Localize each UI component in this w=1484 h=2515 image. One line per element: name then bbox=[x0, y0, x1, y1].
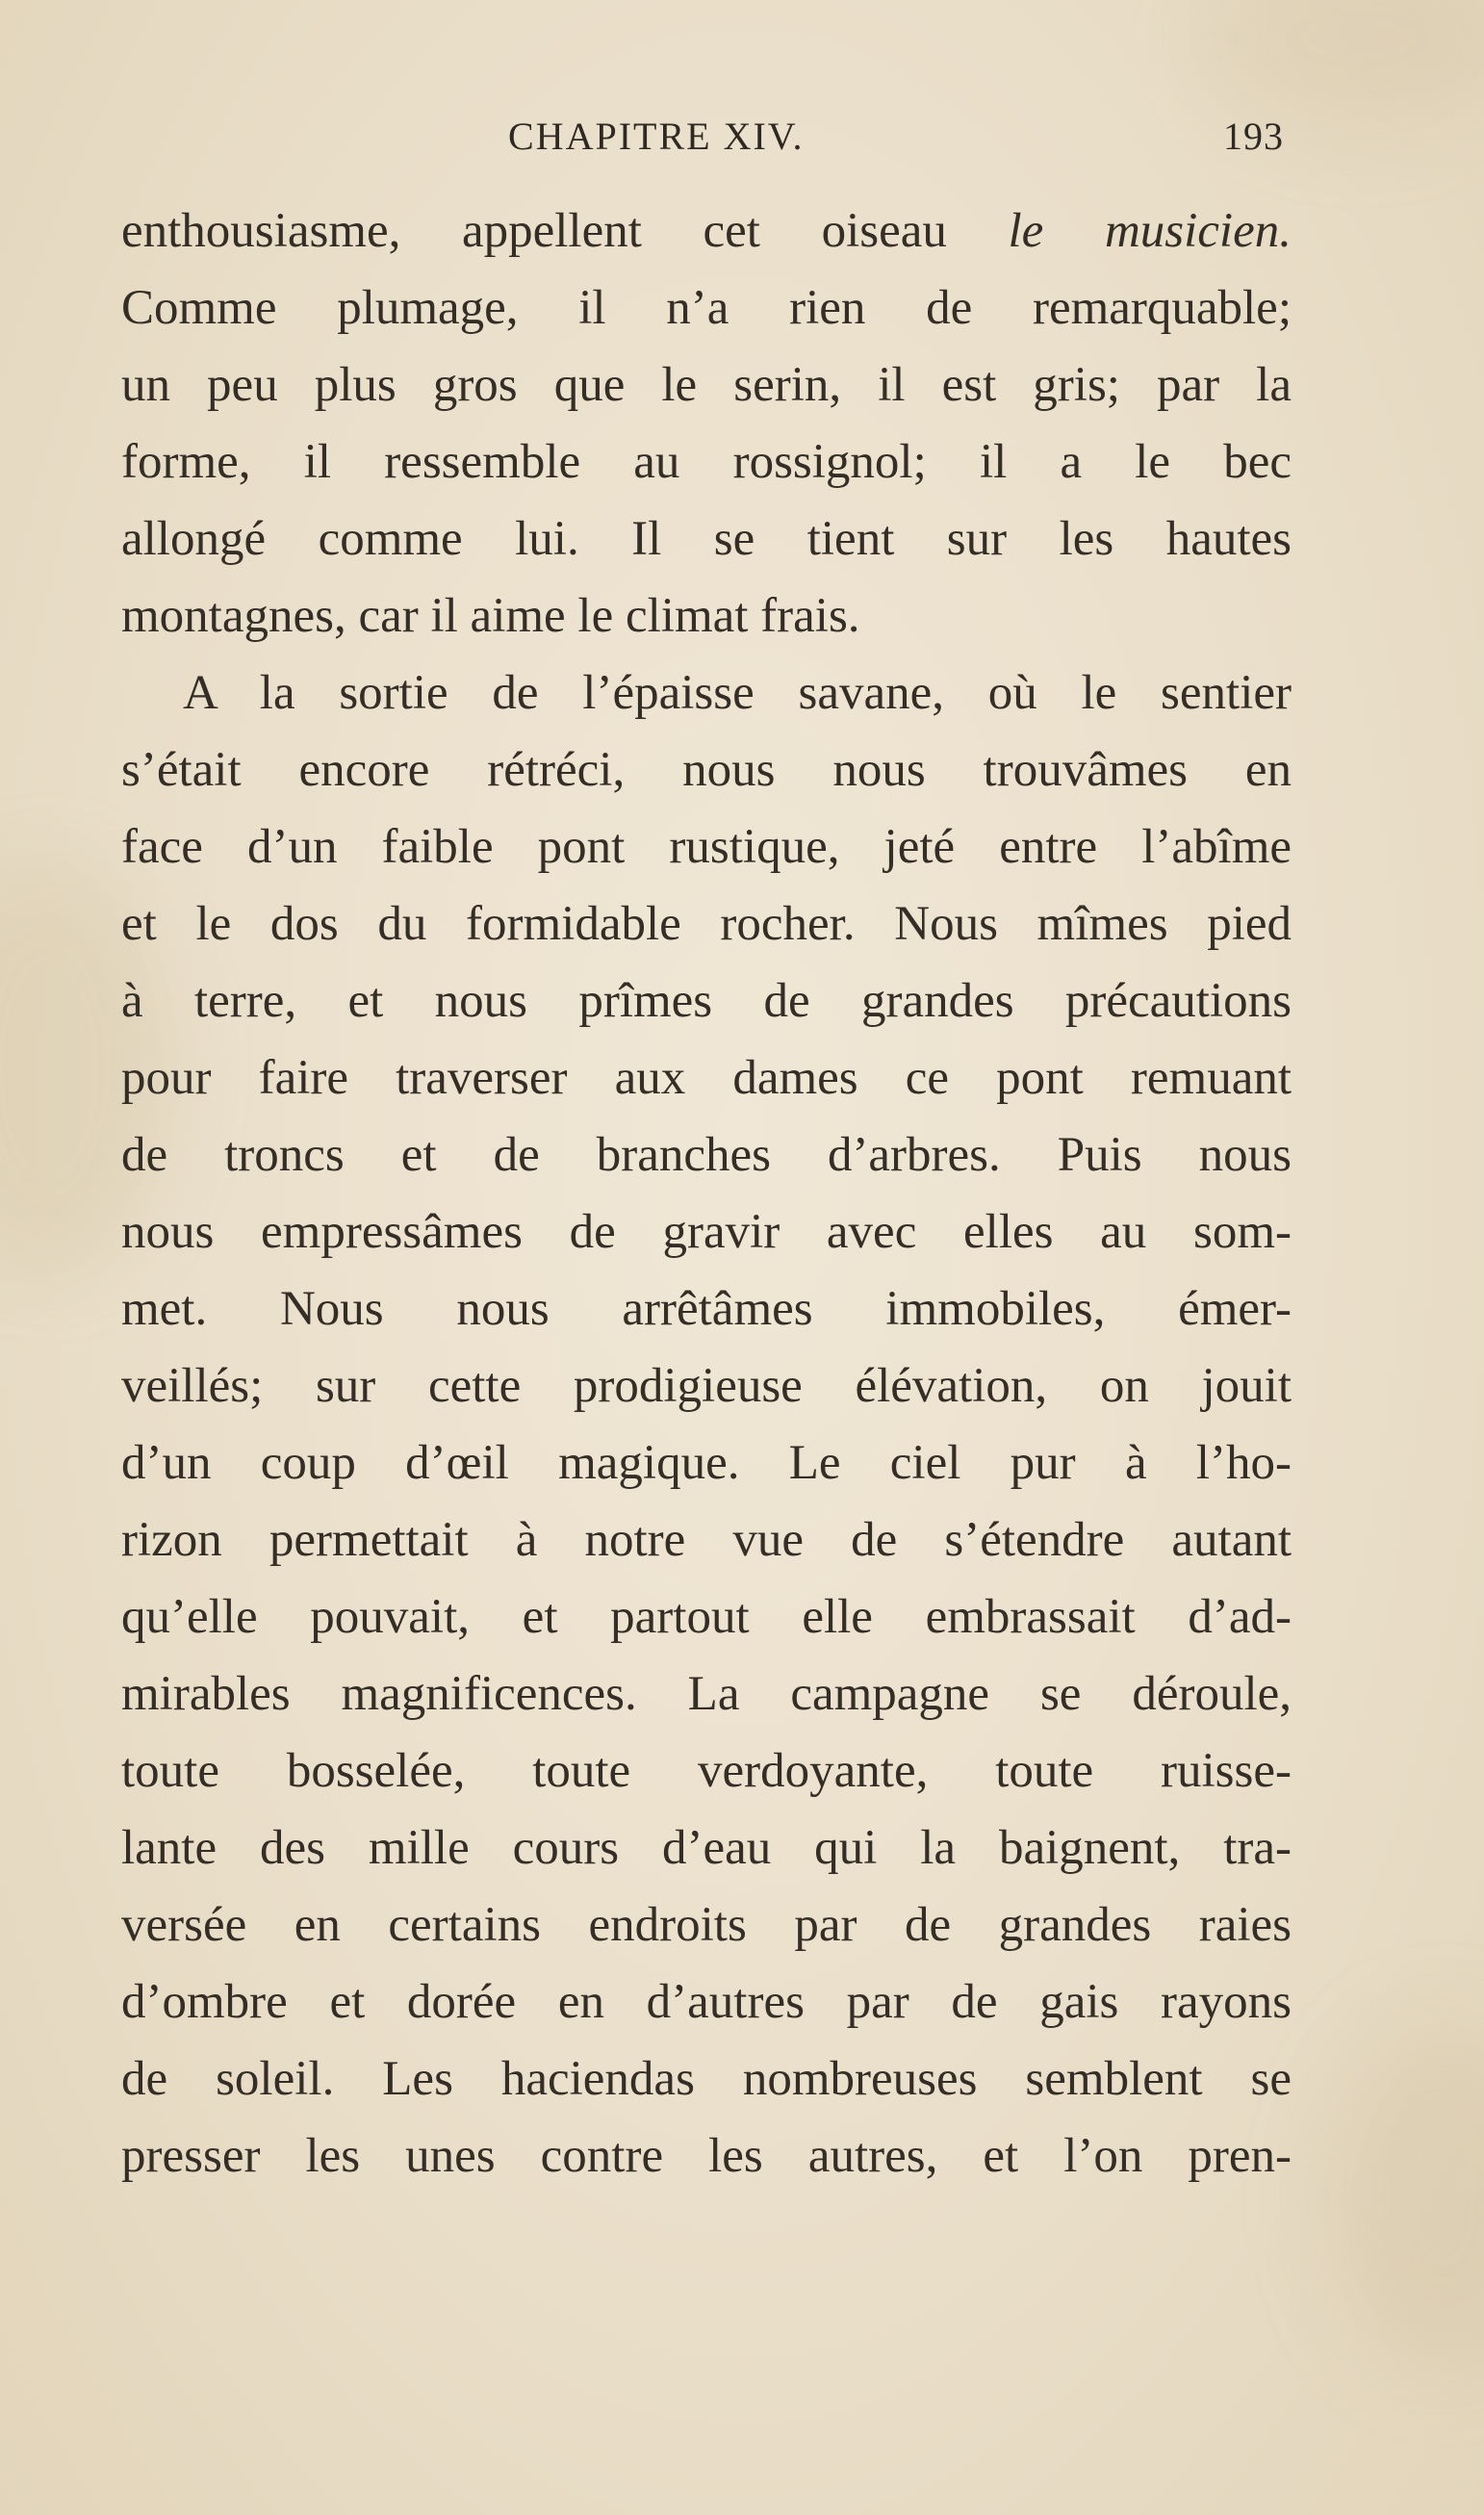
text-line: presser les unes contre les autres, et l’on pren- bbox=[121, 2129, 1292, 2183]
text-line: s’était encore rétréci, nous nous trouvâmes en bbox=[121, 743, 1292, 797]
text-line: allongé comme lui. Il se tient sur les hautes bbox=[121, 512, 1292, 566]
text-line: versée en certains endroits par de grandes raies bbox=[121, 1898, 1292, 1952]
text-line: toute bosselée, toute verdoyante, toute ruisse- bbox=[121, 1744, 1292, 1798]
paragraph-start-line: A la sortie de l’épaisse savane, où le sentier bbox=[183, 666, 1292, 720]
text-line: de troncs et de branches d’arbres. Puis nous bbox=[121, 1128, 1292, 1182]
page-number: 193 bbox=[1223, 115, 1284, 158]
text-line-content: enthousiasme, appellent cet oiseau bbox=[121, 204, 947, 258]
text-line: veillés; sur cette prodigieuse élévation, on jouit bbox=[121, 1359, 1292, 1413]
text-line: lante des mille cours d’eau qui la baignent, tra- bbox=[121, 1821, 1292, 1875]
text-line: d’un coup d’œil magique. Le ciel pur à l’ho- bbox=[121, 1436, 1292, 1490]
text-line: d’ombre et dorée en d’autres par de gais rayons bbox=[121, 1975, 1292, 2029]
text-line: et le dos du formidable rocher. Nous mîmes pied bbox=[121, 897, 1292, 951]
text-line: mirables magnificences. La campagne se déroule, bbox=[121, 1667, 1292, 1721]
text-line: forme, il ressemble au rossignol; il a le bec bbox=[121, 435, 1292, 489]
text-line: nous empressâmes de gravir avec elles au som- bbox=[121, 1205, 1292, 1259]
text-line: Comme plumage, il n’a rien de remarquable; bbox=[121, 281, 1292, 335]
text-line: face d’un faible pont rustique, jeté entre l’abîme bbox=[121, 820, 1292, 874]
body-text bbox=[121, 192, 1292, 2194]
running-title: CHAPITRE XIV. bbox=[508, 115, 805, 158]
text-line: à terre, et nous prîmes de grandes précautions bbox=[121, 974, 1292, 1028]
text-line bbox=[121, 192, 1292, 269]
text-line: de soleil. Les haciendas nombreuses semblent se bbox=[121, 2052, 1292, 2106]
text-line: met. Nous nous arrêtâmes immobiles, émer- bbox=[121, 1282, 1292, 1336]
text-line: pour faire traverser aux dames ce pont remuant bbox=[121, 1051, 1292, 1105]
text-line: rizon permettait à notre vue de s’étendre autant bbox=[121, 1513, 1292, 1567]
paragraph-end-line: montagnes, car il aime le climat frais. bbox=[121, 589, 860, 643]
text-line: qu’elle pouvait, et partout elle embrassait d’ad- bbox=[121, 1590, 1292, 1644]
italic-term: le musicien. bbox=[1008, 204, 1292, 258]
page-header bbox=[123, 114, 1284, 171]
paper-stain bbox=[1328, 2021, 1484, 2368]
text-line: un peu plus gros que le serin, il est gris; par la bbox=[121, 358, 1292, 412]
